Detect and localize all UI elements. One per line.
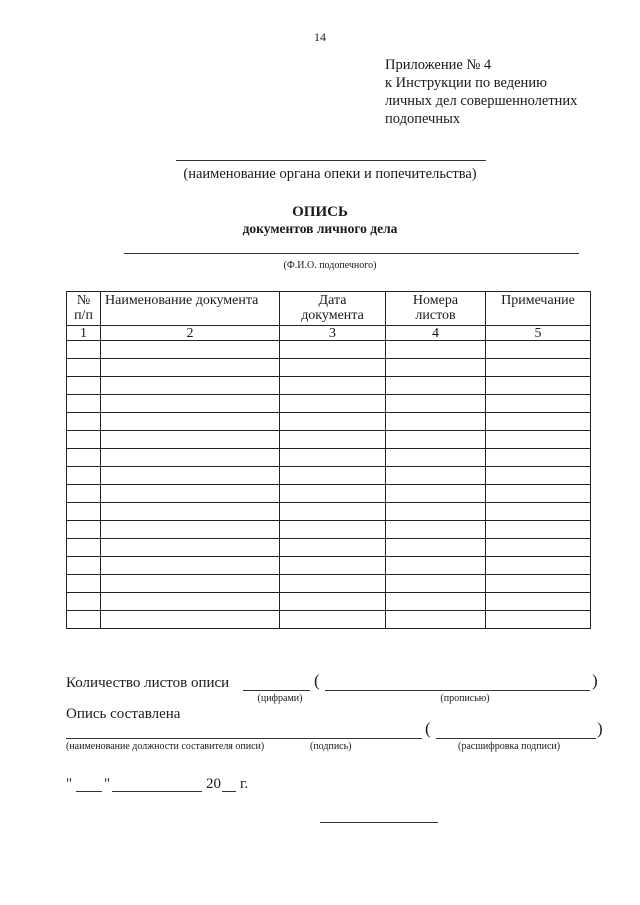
words-caption: (прописью) [440,693,490,704]
table-cell[interactable] [67,557,101,575]
table-cell[interactable] [386,413,486,431]
appendix-line: личных дел совершеннолетних [385,93,578,109]
appendix-line: подопечных [385,111,461,127]
sheet-count-digits-field[interactable] [243,690,310,691]
table-cell[interactable] [280,341,386,359]
table-cell[interactable] [101,485,280,503]
table-cell[interactable] [67,593,101,611]
table-cell[interactable] [486,485,591,503]
table-cell[interactable] [386,377,486,395]
paren-close: ) [597,719,603,738]
table-cell[interactable] [67,359,101,377]
table-cell[interactable] [280,521,386,539]
table-cell[interactable] [386,449,486,467]
table-cell[interactable] [386,395,486,413]
table-row [67,341,591,359]
column-number: 1 [67,326,101,341]
table-cell[interactable] [280,377,386,395]
table-cell[interactable] [67,431,101,449]
header-date [280,292,386,326]
table-cell[interactable] [101,449,280,467]
table-cell[interactable] [101,575,280,593]
date-year-prefix: 20 [206,776,221,792]
table-cell[interactable] [67,377,101,395]
table-cell[interactable] [486,521,591,539]
table-cell[interactable] [101,359,280,377]
table-cell[interactable] [67,467,101,485]
table-cell[interactable] [386,485,486,503]
table-row [67,539,591,557]
column-number: 4 [386,326,486,341]
table-cell[interactable] [486,611,591,629]
column-number-row [67,326,591,341]
table-cell[interactable] [67,611,101,629]
table-row [67,503,591,521]
position-caption: (наименование должности составителя описи) [66,741,265,752]
appendix-block [385,56,577,128]
header-note: Примечание [486,292,591,326]
table-row [67,593,591,611]
table-cell[interactable] [67,413,101,431]
table-cell[interactable] [67,521,101,539]
table-cell[interactable] [386,593,486,611]
paren-open: ( [314,671,320,690]
table-row [67,557,591,575]
document-title: ОПИСЬ [292,204,348,220]
table-row [67,467,591,485]
table-row [67,521,591,539]
date-quote-close: " [104,776,111,792]
table-row [67,359,591,377]
table-cell[interactable] [280,431,386,449]
sheet-count-label: Количество листов описи [66,675,230,691]
table-cell[interactable] [386,521,486,539]
table-cell[interactable] [101,377,280,395]
header-document-name: Наименование документа [101,292,280,326]
table-header-row [67,292,591,326]
ward-name-line [124,253,579,254]
table-cell[interactable] [486,575,591,593]
appendix-line: к Инструкции по ведению [385,75,547,91]
table-cell[interactable] [486,359,591,377]
table-row [67,413,591,431]
table-cell[interactable] [280,413,386,431]
table-cell[interactable] [386,467,486,485]
table-row [67,485,591,503]
table-cell[interactable] [486,377,591,395]
table-row [67,449,591,467]
header-number [67,292,101,326]
table-cell[interactable] [101,413,280,431]
table-cell[interactable] [101,593,280,611]
digits-caption: (цифрами) [257,693,303,704]
table-cell[interactable] [280,611,386,629]
page-number: 14 [314,30,326,44]
signature-decoding-field[interactable] [436,738,596,739]
table-cell[interactable] [486,503,591,521]
table-cell[interactable] [280,359,386,377]
table-cell[interactable] [486,557,591,575]
table-cell[interactable] [280,593,386,611]
table-cell[interactable] [386,431,486,449]
table-cell[interactable] [280,485,386,503]
table-cell[interactable] [101,521,280,539]
table-row [67,575,591,593]
compiler-position-field[interactable] [66,738,422,739]
table-cell[interactable] [486,593,591,611]
table-cell[interactable] [280,539,386,557]
table-cell[interactable] [486,539,591,557]
authority-line [176,160,486,161]
header-sheets [386,292,486,326]
table-cell[interactable] [101,431,280,449]
table-cell[interactable] [280,449,386,467]
table-cell[interactable] [386,503,486,521]
date-quote-open: " [66,776,73,792]
header-date-line1: Дата [318,293,347,308]
header-date-line2: документа [301,308,364,323]
table-cell[interactable] [101,611,280,629]
column-number: 2 [101,326,280,341]
table-cell[interactable] [280,467,386,485]
table-cell[interactable] [101,395,280,413]
table-cell[interactable] [101,467,280,485]
table-cell[interactable] [280,395,386,413]
decoding-caption: (расшифровка подписи) [458,741,561,752]
table-cell[interactable] [67,341,101,359]
table-cell[interactable] [486,449,591,467]
table-cell[interactable] [67,539,101,557]
date-year-field[interactable] [222,791,236,792]
table-cell[interactable] [280,575,386,593]
table-cell[interactable] [280,503,386,521]
table-row [67,431,591,449]
table-cell[interactable] [386,611,486,629]
table-cell[interactable] [386,557,486,575]
table-row [67,395,591,413]
table-cell[interactable] [67,575,101,593]
paren-open: ( [425,719,431,738]
sheet-count-words-field[interactable] [325,690,590,691]
appendix-line: Приложение № 4 [385,57,492,73]
table-cell[interactable] [486,341,591,359]
date-day-field[interactable] [76,791,102,792]
header-number-line2: п/п [74,308,93,323]
header-sheets-line2: листов [415,308,456,323]
table-cell[interactable] [280,557,386,575]
table-cell[interactable] [67,395,101,413]
table-cell[interactable] [67,449,101,467]
header-sheets-line1: Номера [412,293,459,308]
table-cell[interactable] [101,341,280,359]
table-cell[interactable] [101,503,280,521]
table-cell[interactable] [386,539,486,557]
table-cell[interactable] [386,575,486,593]
table-row [67,377,591,395]
column-number: 5 [486,326,591,341]
table-cell[interactable] [386,359,486,377]
document-subtitle: документов личного дела [242,221,398,236]
inventory-table [66,291,591,629]
table-cell[interactable] [101,557,280,575]
bottom-signature-line[interactable] [320,822,438,823]
date-month-field[interactable] [112,791,202,792]
table-cell[interactable] [101,539,280,557]
header-number-line1: № [76,293,91,308]
compiled-label: Опись составлена [66,706,181,722]
ward-caption: (Ф.И.О. подопечного) [283,260,377,271]
signature-caption: (подпись) [310,741,352,752]
table-cell[interactable] [67,485,101,503]
table-cell[interactable] [486,467,591,485]
date-year-suffix: г. [240,776,249,792]
table-cell[interactable] [67,503,101,521]
paren-close: ) [592,671,598,690]
table-cell[interactable] [486,413,591,431]
authority-caption: (наименование органа опеки и попечительства) [183,166,477,182]
table-row [67,611,591,629]
table-cell[interactable] [386,341,486,359]
column-number: 3 [280,326,386,341]
table-cell[interactable] [486,431,591,449]
table-cell[interactable] [486,395,591,413]
